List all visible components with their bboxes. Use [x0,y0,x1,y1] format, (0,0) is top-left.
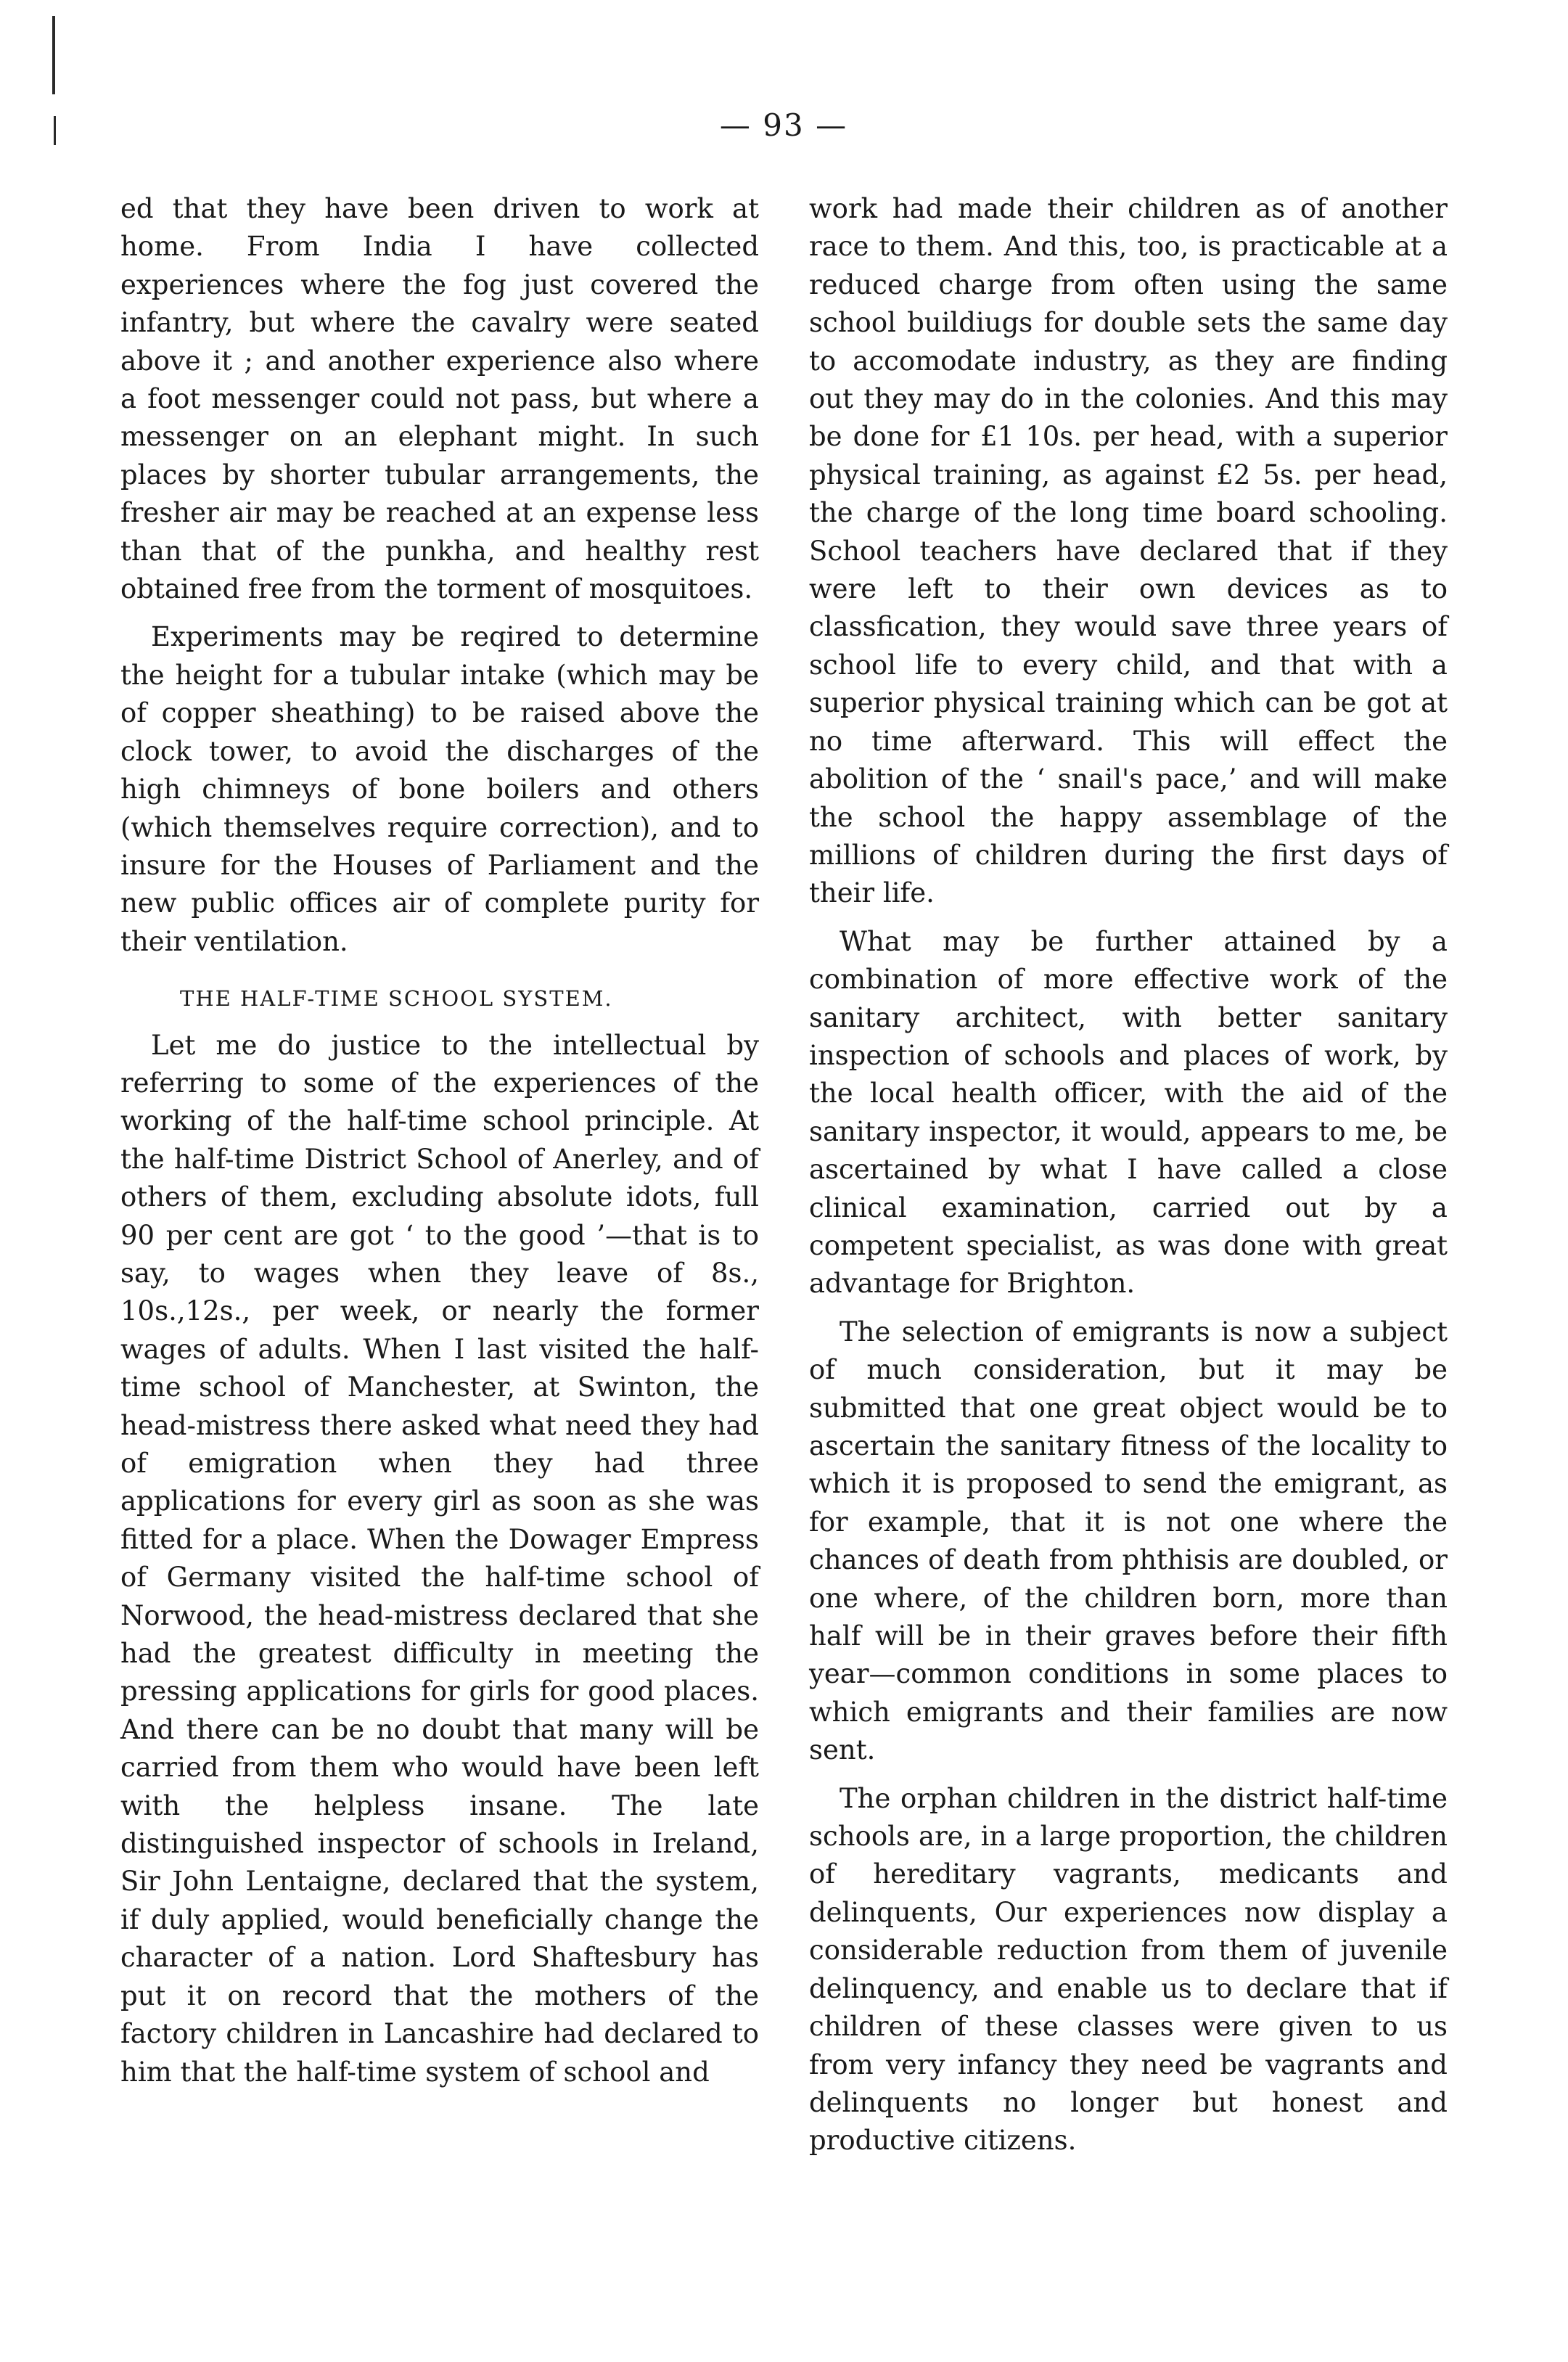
right-paragraph-2: What may be further attained by a combination of more effective work of the sanitary architect, with better sanitary inspection of schools and places of work, by the local health officer, with the aid of the sanitary inspector, it would, appears to me, be ascertained by what I have called a close clinical examination, carried out by a competent specialist, as was done with great advantage for Brighton. [809,925,1448,1300]
right-paragraph-1: work had made their children as of another race to them. And this, too, is practicable at a reduced charge from often using the same school buildiugs for double sets the same day to accomodate industry, as they are finding out they may do in the colonies. And this may be done for £1 10s. per head, with a superior physical training, as against £2 5s. per head, the charge of the long time board schooling. School teachers have declared that if they were left to their own devices as to classfication, they would save three years of school life to every child, and that with a superior physical training which can be got at no time afterward. This will effect the abolition of the ‘ snail's pace,’ and will make the school the happy assemblage of the millions of children during the first days of their life. [809,193,1448,909]
scan-edge-mark-lower [54,116,56,145]
left-paragraph-2: Experiments may be reqired to determine the height for a tubular intake (which may be of copper sheathing) to be raised above the clock tower, to avoid the discharges of the high chimneys of bone boilers and others (which themselves require correction), and to insure for the Houses of Parliament and the new public offices air of complete purity for their ventilation. [120,621,759,957]
right-paragraph-4: The orphan children in the district half-time schools are, in a large proportion, the children of hereditary vagrants, medicants and delinquents, Our experiences now display a considerable reduction from them of juvenile delinquency, and enable us to declare that if children of these classes were given to us from very infancy they need be vagrants and delinquents no longer but honest and productive citizens. [809,1782,1448,2157]
left-paragraph-3: Let me do justice to the intellectual by referring to some of the experiences of the working of the half-time school principle. At the half-time District School of Anerley, and of others of them, excluding absolute idots, full 90 per cent are got ‘ to the good ’—that is to say, to wages when they leave of 8s., 10s.,12s., per week, or nearly the former wages of adults. When I last visited the half-time school of Manchester, at Swinton, the head-mistress there asked what need they had of emigration when they had three applications for every girl as soon as she was fitted for a place. When the Dowager Empress of Germany visited the half-time school of Norwood, the head-mistress declared that she had the greatest difficulty in meeting the pressing applications for girls for good places. And there can be no doubt that many will be carried from them who would have been left with the helpless insane. The late distinguished inspector of schools in Ireland, Sir John Lentaigne, declared that the system, if duly applied, would beneficially change the character of a nation. Lord Shaftesbury has put it on record that the mothers of the factory children in Lancashire had declared to him that the half-time system of school and [120,1029,759,2088]
page-number: — 93 — [719,107,848,143]
scan-edge-mark [52,16,55,94]
right-column [809,190,1448,2160]
right-paragraph-3: The selection of emigrants is now a subject of much consideration, but it may be submitted that one great object would be to ascertain the sanitary fitness of the locality to which it is proposed to send the emigrant, as for example, that it is not one where the chances of death from phthisis are doubled, or one where, of the children born, more than half will be in their graves before their fifth year—common conditions in some places to which emigrants and their families are now sent. [809,1316,1448,1766]
left-column [120,190,759,2091]
left-paragraph-1: ed that they have been driven to work at home. From India I have collected experiences where the fog just covered the infantry, but where the cavalry were seated above it ; and another experience also where a foot messenger could not pass, but where a messenger on an elephant might. In such places by shorter tubular arrangements, the fresher air may be reached at an expense less than that of the punkha, and healthy rest obtained free from the torment of mosquitoes. [120,193,759,605]
section-heading: THE HALF-TIME SCHOOL SYSTEM. [180,986,613,1012]
